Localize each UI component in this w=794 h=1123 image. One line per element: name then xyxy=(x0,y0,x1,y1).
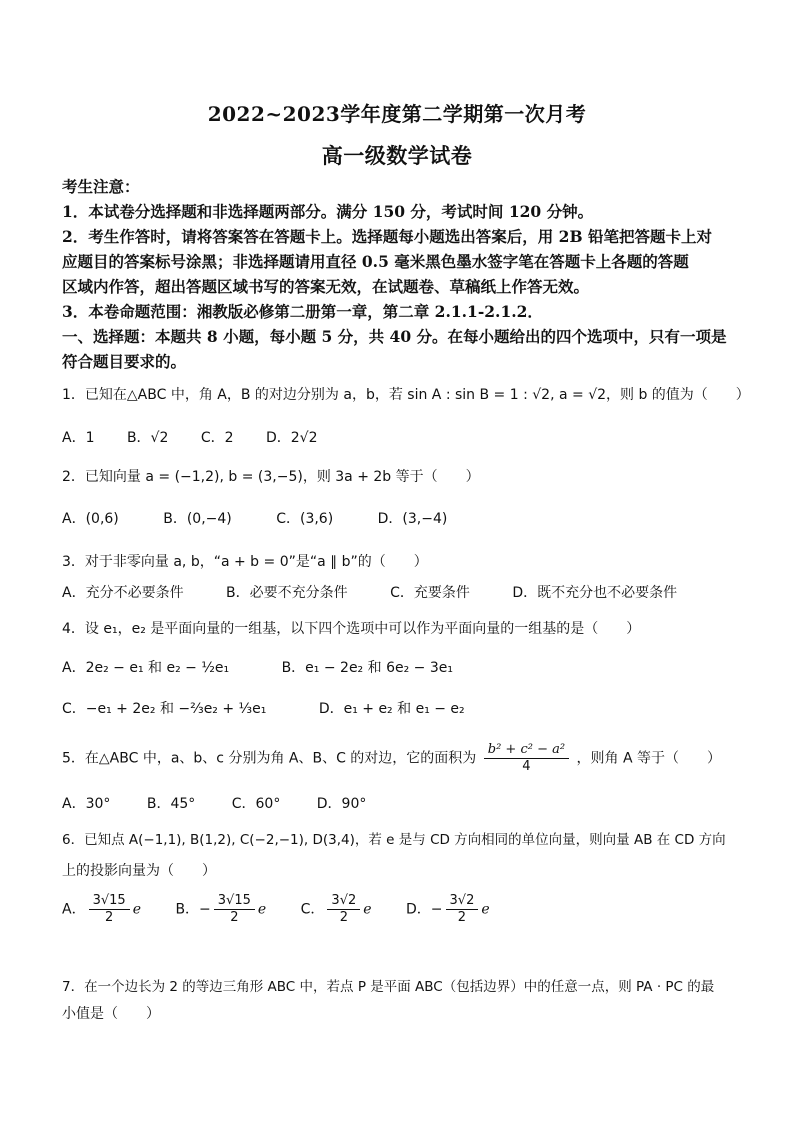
option-b-denominator: 2 xyxy=(230,910,239,925)
question-3-option-a[interactable]: A．充分不必要条件 xyxy=(62,585,184,601)
question-6-option-b[interactable] xyxy=(175,893,266,926)
option-b-numerator: 3√15 xyxy=(214,893,255,910)
option-b-vector: e xyxy=(257,901,267,918)
question-2-option-a[interactable]: A．(0,6) xyxy=(62,511,119,527)
option-a-vector: e xyxy=(132,901,141,918)
question-1-options xyxy=(62,427,345,447)
question-3-stem: 3．对于非零向量 a, b，“a + b = 0”是“a ∥ b”的（ ） xyxy=(62,554,428,570)
question-7-stem-line-2: 小值是（ ） xyxy=(62,1006,160,1022)
option-b-fraction xyxy=(214,893,255,926)
question-4-option-a[interactable]: A．2e₂ − e₁ 和 e₂ − ½e₁ xyxy=(62,660,230,676)
question-5-options xyxy=(62,793,394,813)
question-4-option-d[interactable]: D．e₁ + e₂ 和 e₁ − e₂ xyxy=(318,701,465,717)
question-2-option-c[interactable]: C．(3,6) xyxy=(276,511,334,527)
question-4-options-row-1 xyxy=(62,657,481,677)
notice-line-3: 应题目的答案标号涂黑；非选择题请用直径 0.5 毫米黑色墨水签字笔在答题卡上各题的答题 xyxy=(62,252,689,271)
question-3-option-d[interactable]: D．既不充分也不必要条件 xyxy=(512,585,678,601)
question-5-fraction-numerator: b² + c² − a² xyxy=(484,742,569,759)
question-5-option-b[interactable]: B．45° xyxy=(146,796,196,812)
question-2-option-b[interactable]: B．(0,−4) xyxy=(163,511,232,527)
question-4-options-row-2 xyxy=(62,698,493,718)
question-2-options xyxy=(62,508,475,528)
question-1-stem: 1．已知在△ABC 中，角 A，B 的对边分别为 a，b，若 sin A : sin B = 1 : √2, a = √2，则 b 的值为（ ） xyxy=(62,387,750,403)
option-d-sign: − xyxy=(430,901,443,918)
question-5-option-c[interactable]: C．60° xyxy=(231,796,281,812)
question-5-stem-after: ，则角 A 等于（ ） xyxy=(576,750,722,767)
question-1-option-d[interactable]: D．2√2 xyxy=(265,430,318,446)
question-6-option-a[interactable] xyxy=(62,893,141,926)
question-1-option-a[interactable]: A．1 xyxy=(62,430,95,446)
option-c-vector: e xyxy=(363,901,372,918)
notice-heading: 考生注意： xyxy=(62,177,140,196)
question-5-fraction-denominator: 4 xyxy=(522,759,531,774)
question-2-stem: 2．已知向量 a = (−1,2), b = (3,−5)，则 3a + 2b 等于（ ） xyxy=(62,469,480,485)
option-c-denominator: 2 xyxy=(339,910,348,925)
question-4-stem: 4．设 e₁，e₂ 是平面向量的一组基，以下四个选项中可以作为平面向量的一组基的是（ ） xyxy=(62,621,641,637)
option-c-fraction xyxy=(327,893,360,926)
option-b-label: B． xyxy=(175,901,200,918)
option-d-label: D． xyxy=(406,901,431,918)
question-2-option-d[interactable]: D．(3,−4) xyxy=(377,511,448,527)
option-c-label: C． xyxy=(300,901,325,918)
notice-line-5: 3．本卷命题范围：湘教版必修第二册第一章，第二章 2.1.1-2.1.2． xyxy=(62,302,543,321)
option-d-vector: e xyxy=(481,901,490,918)
question-6-stem-line-1: 6．已知点 A(−1,1), B(1,2), C(−2,−1), D(3,4)，若 e 是与 CD 方向相同的单位向量，则向量 AB 在 CD 方向 xyxy=(62,832,726,848)
question-7-stem-line-1: 7．在一个边长为 2 的等边三角形 ABC 中，若点 P 是平面 ABC（包括边界）中的任意一点，则 PA · PC 的最 xyxy=(62,979,715,995)
option-a-denominator: 2 xyxy=(104,910,114,925)
option-a-numerator: 3√15 xyxy=(89,893,130,910)
option-d-numerator: 3√2 xyxy=(446,893,479,910)
question-6-options xyxy=(62,893,518,926)
option-d-fraction xyxy=(446,893,479,926)
notice-line-1: 1．本试卷分选择题和非选择题两部分。满分 150 分，考试时间 120 分钟。 xyxy=(62,202,594,221)
question-5-stem xyxy=(62,742,742,775)
section-heading-line-1: 一、选择题：本题共 8 小题，每小题 5 分，共 40 分。在每小题给出的四个选项中，只有一项是 xyxy=(62,327,727,346)
exam-title: 2022~2023学年度第二学期第一次月考 xyxy=(207,102,587,126)
question-5-stem-before: 5．在△ABC 中，a、b、c 分别为角 A、B、C 的对边，它的面积为 xyxy=(62,750,477,767)
question-5-option-d[interactable]: D．90° xyxy=(316,796,367,812)
exam-subtitle: 高一级数学试卷 xyxy=(321,143,473,168)
question-5-option-a[interactable]: A．30° xyxy=(62,796,111,812)
question-5-area-fraction xyxy=(484,742,569,775)
option-a-fraction xyxy=(89,893,130,926)
notice-line-4: 区域内作答，超出答题区域书写的答案无效，在试题卷、草稿纸上作答无效。 xyxy=(62,277,590,296)
question-6-option-d[interactable] xyxy=(406,893,490,926)
section-heading-line-2: 符合题目要求的。 xyxy=(62,352,187,371)
question-3-options xyxy=(62,582,705,602)
question-6-option-c[interactable] xyxy=(301,893,372,926)
question-3-option-c[interactable]: C．充要条件 xyxy=(390,585,470,601)
option-a-label: A． xyxy=(62,901,86,918)
question-1-option-b[interactable]: B．√2 xyxy=(126,430,169,446)
notice-line-2: 2．考生作答时，请将答案答在答题卡上。选择题每小题选出答案后，用 2B 铅笔把答题卡上对 xyxy=(62,227,712,246)
question-4-option-c[interactable]: C．−e₁ + 2e₂ 和 −⅔e₂ + ⅓e₁ xyxy=(62,701,267,717)
question-6-stem-line-2: 上的投影向量为（ ） xyxy=(62,863,216,879)
question-4-option-b[interactable]: B．e₁ − 2e₂ 和 6e₂ − 3e₁ xyxy=(281,660,453,676)
option-c-numerator: 3√2 xyxy=(327,893,360,910)
option-b-sign: − xyxy=(199,901,211,918)
question-1-option-c[interactable]: C．2 xyxy=(200,430,234,446)
question-3-option-b[interactable]: B．必要不充分条件 xyxy=(226,585,348,601)
option-d-denominator: 2 xyxy=(457,910,467,925)
